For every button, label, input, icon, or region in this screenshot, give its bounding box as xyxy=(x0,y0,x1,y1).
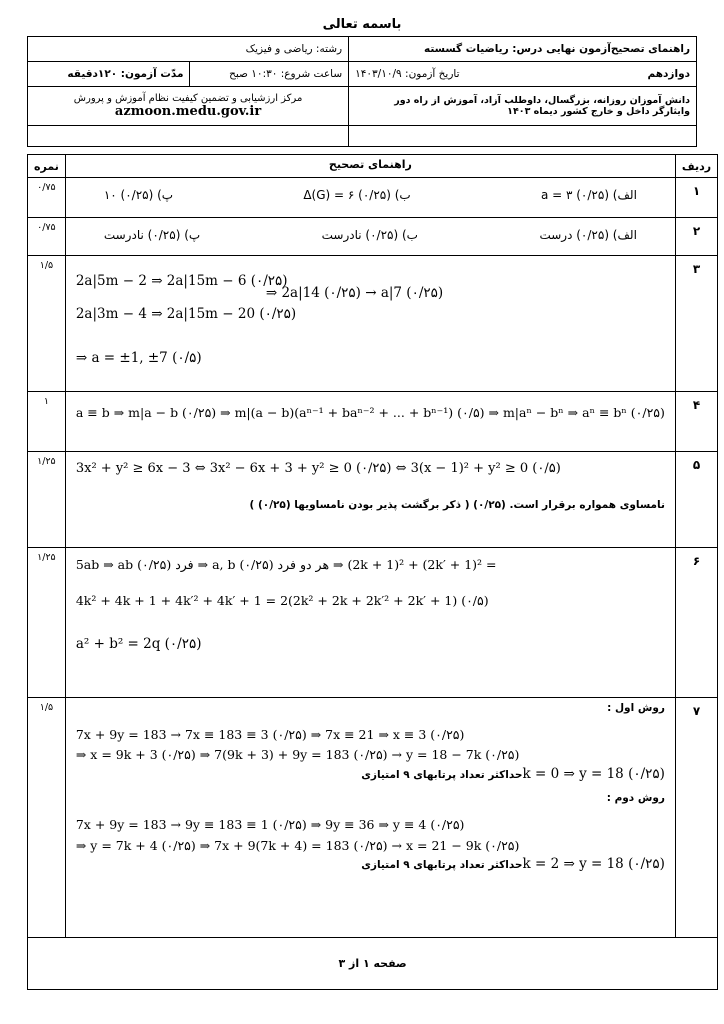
table-row xyxy=(28,256,718,392)
answer-part: الف) (۰/۲۵) a = ۳ xyxy=(540,188,637,202)
answer-note: حداکثر تعداد پرتابهای ۹ امتیازی xyxy=(361,768,523,781)
row-number: ۷ xyxy=(675,698,717,938)
equation-line: 3x² + y² ≥ 6x − 3 ⇔ 3x² − 6x + 3 + y² ≥ 0 (۰/۲۵) ⇔ 3(x − 1)² + y² ≥ 0 (۰/۵) xyxy=(75,461,561,476)
answer-body xyxy=(65,178,675,218)
equation-line: 7x + 9y = 183 → 7x ≡ 183 ≡ 3 (۰/۲۵) ⇒ 7x ≡ 21 ⇒ x ≡ 3 (۰/۲۵) xyxy=(75,727,465,742)
row-number: ۶ xyxy=(675,548,717,698)
answer-body xyxy=(65,392,675,452)
equation-line: 5ab ⇒ ab فرد (۰/۲۵) ⇒ a, b هر دو فرد (۰/۲۵) ⇒ (2k + 1)² + (2k′ + 1)² = xyxy=(75,557,497,572)
answer-table xyxy=(27,154,718,990)
exam-date: تاریخ آزمون: ۱۴۰۳/۱۰/۹ xyxy=(355,68,460,80)
row-score: ۱/۲۵ xyxy=(28,452,66,548)
row-number: ۴ xyxy=(675,392,717,452)
equation-line: 7x + 9y = 183 → 9y ≡ 183 ≡ 1 (۰/۲۵) ⇒ 9y ≡ 36 ⇒ y ≡ 4 (۰/۲۵) xyxy=(75,817,465,833)
grade-label: دوازدهم xyxy=(647,68,690,80)
field-label: رشته: ریاضی و فیزیک xyxy=(28,37,349,62)
table-row xyxy=(28,392,718,452)
answer-part: الف) (۰/۲۵) درست xyxy=(539,228,637,242)
answer-note: حداکثر تعداد پرتابهای ۹ امتیازی xyxy=(361,859,523,872)
table-row xyxy=(28,218,718,256)
answer-body xyxy=(65,256,675,392)
table-row xyxy=(28,698,718,938)
answer-part: ب) (۰/۲۵) نادرست xyxy=(321,228,418,242)
website-link[interactable]: azmoon.medu.gov.ir xyxy=(114,104,262,119)
answer-body xyxy=(65,698,675,938)
start-time: ساعت شروع: ۱۰:۳۰ صبح xyxy=(190,62,349,87)
method-title: روش دوم : xyxy=(606,792,665,805)
equation-line: ⇒ 2a|14 (۰/۲۵) → a|7 (۰/۲۵) xyxy=(265,284,444,301)
equation-line: 4k² + 4k + 1 + 4k′² + 4k′ + 1 = 2(2k² + 2k + 2k′² + 2k′ + 1) (۰/۵) xyxy=(75,593,489,609)
footer-row xyxy=(28,938,718,990)
answer-body xyxy=(65,452,675,548)
equation-line: k = 0 ⇒ y = 18 (۰/۲۵) xyxy=(522,765,665,782)
equation-line: k = 2 ⇒ y = 18 (۰/۲۵) xyxy=(522,856,665,873)
center-name: مرکز ارزشیابی و تضمین کیفیت نظام آموزش و پرورش xyxy=(73,93,303,104)
answer-key-page xyxy=(27,14,712,990)
row-score: ۰/۷۵ xyxy=(28,178,66,218)
row-number: ۵ xyxy=(675,452,717,548)
blank-cell-left xyxy=(28,126,349,147)
duration: مدّت آزمون: ۱۲۰دقیقه xyxy=(28,62,190,87)
answer-body xyxy=(65,548,675,698)
row-number: ۳ xyxy=(675,256,717,392)
equation-line: ⇒ x = 9k + 3 (۰/۲۵) ⇒ 7(9k + 3) + 9y = 183 (۰/۲۵) → y = 18 − 7k (۰/۲۵) xyxy=(75,747,520,763)
exam-header-table xyxy=(27,36,697,147)
row-score: ۱/۵ xyxy=(28,256,66,392)
conclusion-line xyxy=(76,767,665,783)
students-note: دانش آموزان روزانه، بزرگسال، داوطلب آزاد، آموزش از راه دور وایثارگر داخل و خارج کشور دیماه ۱۴۰۳ xyxy=(349,87,697,126)
equation-line: 2a|3m − 4 ⇒ 2a|15m − 20 (۰/۲۵) xyxy=(75,306,297,323)
row-score: ۱ xyxy=(28,392,66,452)
equation-line: ⇒ a = ±1, ±7 (۰/۵) xyxy=(75,349,202,366)
method-title: روش اول : xyxy=(607,702,665,714)
page-number: صفحه ۱ از ۳ xyxy=(28,938,718,990)
answer-part: پ) (۰/۲۵) نادرست xyxy=(103,228,201,242)
col-header-guide: راهنمای تصحیح xyxy=(65,155,675,178)
row-number: ۱ xyxy=(675,178,717,218)
equation-line: a ≡ b ⇒ m|a − b (۰/۲۵) ⇒ m|(a − b)(aⁿ⁻¹ + baⁿ⁻² + ... + bⁿ⁻¹) (۰/۵) ⇒ m|aⁿ − bⁿ ⇒ aⁿ ≡ bⁿ (۰/۲۵) xyxy=(75,405,665,420)
row-score: ۰/۷۵ xyxy=(28,218,66,256)
answer-body xyxy=(65,218,675,256)
center-cell xyxy=(28,87,349,126)
table-row xyxy=(28,548,718,698)
blank-cell-right xyxy=(349,126,697,147)
col-header-score: نمره xyxy=(28,155,66,178)
conclusion-line xyxy=(76,857,665,873)
equation-line: 2a|5m − 2 ⇒ 2a|15m − 6 (۰/۲۵) xyxy=(75,273,288,289)
answer-note: نامساوی همواره برقرار است. (۰/۲۵) ( ذکر برگشت پذیر بودن نامساویها (۰/۲۵) ) xyxy=(249,498,665,511)
equation-line: ⇒ y = 7k + 4 (۰/۲۵) ⇒ 7x + 9(7k + 4) = 183 (۰/۲۵) → x = 21 − 9k (۰/۲۵) xyxy=(75,837,520,853)
page-title: باسمه تعالی xyxy=(322,17,402,32)
grade-date-cell xyxy=(349,62,697,87)
answer-part: ب) Δ(G) = ۶ (۰/۲۵) xyxy=(303,188,411,202)
col-header-row: ردیف xyxy=(675,155,717,178)
row-number: ۲ xyxy=(675,218,717,256)
row-score: ۱/۲۵ xyxy=(28,548,66,698)
equation-line: a² + b² = 2q (۰/۲۵) xyxy=(75,635,202,652)
row-score: ۱/۵ xyxy=(28,698,66,938)
guide-title: راهنمای تصحیح‌آزمون نهایی درس: ریاضیات گسسته xyxy=(349,37,697,62)
answer-part: پ) (۰/۲۵) ۱۰ xyxy=(103,188,174,202)
table-row xyxy=(28,452,718,548)
table-row xyxy=(28,178,718,218)
